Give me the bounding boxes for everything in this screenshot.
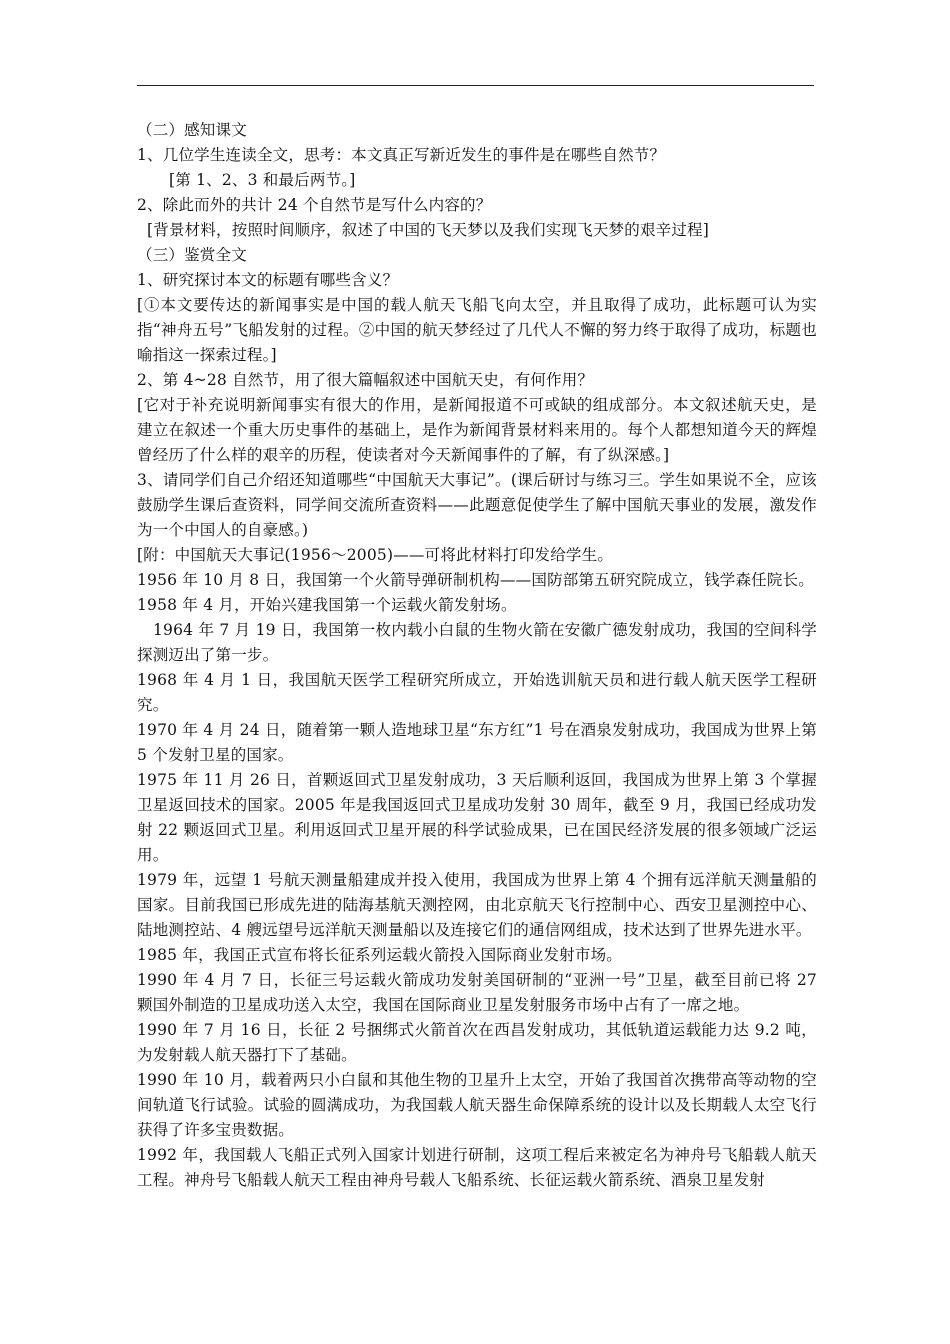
event-1956: 1956 年 10 月 8 日，我国第一个火箭导弹研制机构——国防部第五研究院成立，钱学森任院长。 (137, 571, 814, 589)
answer-history-role: [它对于补充说明新闻事实有很大的作用，是新闻报道不可或缺的组成部分。本文叙述航天史，是建立在叙述一个重大历史事件的基础上，是作为新闻背景材料来用的。每个人都想知道今天的辉煌曾经历了什么样的艰辛的历程，使读者对今天新闻事件的了解，有了纵深感。] (137, 396, 817, 464)
answer-1: [第 1、2、3 和最后两节。] (169, 171, 356, 189)
event-1958: 1958 年 4 月，开始兴建我国第一个运载火箭发射场。 (137, 596, 517, 614)
section-heading-perceive: （二）感知课文 (137, 121, 247, 139)
question-milestones: 3、请同学们自己介绍还知道哪些“中国航天大事记”。(课后研讨与练习三。学生如果说不全，应该鼓励学生课后查资料，同学间交流所查资料——此题意促使学生了解中国航天事业的发展，激发作为一个中国人的自豪感。) (137, 471, 817, 539)
event-1979: 1979 年，远望 1 号航天测量船建成并投入使用，我国成为世界上第 4 个拥有远洋航天测量船的国家。目前我国已形成先进的陆海基航天测控网，由北京航天飞行控制中心、西安卫星测控中心、陆地测控站、4 艘远望号远洋航天测量船以及连接它们的通信网组成，技术达到了世界先进水平。 (137, 871, 817, 939)
section-heading-appreciate: （三）鉴赏全文 (137, 246, 247, 264)
event-1990-october: 1990 年 10 月，载着两只小白鼠和其他生物的卫星升上太空，开始了我国首次携带高等动物的空间轨道飞行试验。试验的圆满成功，为我国载人航天器生命保障系统的设计以及长期载人太空飞行获得了许多宝贵数据。 (137, 1071, 817, 1139)
event-1992: 1992 年，我国载人飞船正式列入国家计划进行研制，这项工程后来被定名为神舟号飞船载人航天工程。神舟号飞船载人航天工程由神舟号载人飞船系统、长征运载火箭系统、酒泉卫星发射 (137, 1146, 817, 1189)
document-body (137, 118, 817, 1193)
appendix-heading: [附：中国航天大事记(1956～2005)——可将此材料打印发给学生。 (137, 546, 614, 564)
question-1: 1、几位学生连读全文，思考：本文真正写新近发生的事件是在哪些自然节？ (137, 146, 666, 164)
answer-title-meaning: [①本文要传达的新闻事实是中国的载人航天飞船飞向太空，并且取得了成功，此标题可认为实指“神舟五号”飞船发射的过程。②中国的航天梦经过了几代人不懈的努力终于取得了成功，标题也喻指这一探索过程。] (137, 296, 817, 364)
event-1975: 1975 年 11 月 26 日，首颗返回式卫星发射成功，3 天后顺利返回，我国成为世界上第 3 个掌握卫星返回技术的国家。2005 年是我国返回式卫星成功发射 30 周年，截至 9 月，我国已经成功发射 22 颗返回式卫星。利用返回式卫星开展的科学试验成果，已在国民经济发展的很多领域广泛运用。 (137, 771, 817, 864)
event-1990-july: 1990 年 7 月 16 日，长征 2 号捆绑式火箭首次在西昌发射成功，其低轨道运载能力达 9.2 吨，为发射载人航天器打下了基础。 (137, 1021, 817, 1064)
question-title-meaning: 1、研究探讨本文的标题有哪些含义？ (137, 271, 399, 289)
question-history-role: 2、第 4~28 自然节，用了很大篇幅叙述中国航天史，有何作用？ (137, 371, 594, 389)
header-rule (137, 85, 814, 86)
answer-2: [背景材料，按照时间顺序，叙述了中国的飞天梦以及我们实现飞天梦的艰辛过程] (147, 221, 709, 239)
question-2: 2、除此而外的共计 24 个自然节是写什么内容的？ (137, 196, 492, 214)
event-1985: 1985 年，我国正式宣布将长征系列运载火箭投入国际商业发射市场。 (137, 946, 622, 964)
event-1990-april: 1990 年 4 月 7 日，长征三号运载火箭成功发射美国研制的“亚洲一号”卫星，截至目前已将 27 颗国外制造的卫星成功送入太空，我国在国际商业卫星发射服务市场中占有了一席之地。 (137, 971, 817, 1014)
event-1964: 1964 年 7 月 19 日，我国第一枚内载小白鼠的生物火箭在安徽广德发射成功，我国的空间科学探测迈出了第一步。 (137, 621, 817, 664)
event-1970: 1970 年 4 月 24 日，随着第一颗人造地球卫星“东方红”1 号在酒泉发射成功，我国成为世界上第 5 个发射卫星的国家。 (137, 721, 817, 764)
event-1968: 1968 年 4 月 1 日，我国航天医学工程研究所成立，开始选训航天员和进行载人航天医学工程研究。 (137, 671, 817, 714)
